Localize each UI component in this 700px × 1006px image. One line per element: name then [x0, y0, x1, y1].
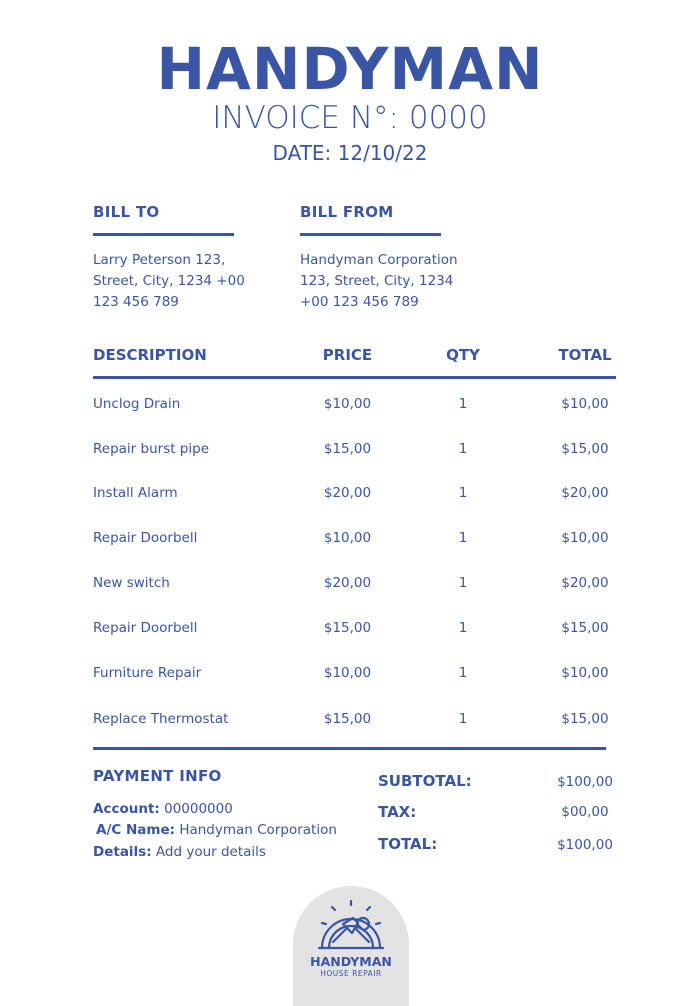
row-qty: 1 — [458, 441, 468, 457]
bill-from-title: BILL FROM — [300, 203, 394, 221]
logo-subtitle: HOUSE REPAIR — [320, 969, 382, 978]
invoice-number: INVOICE N°: 0000 — [212, 100, 488, 136]
bill-from-line: 123, Street, City, 1234 — [300, 273, 454, 289]
subtotal-value: $100,00 — [557, 774, 613, 790]
payment-account-value: 00000000 — [159, 801, 233, 817]
payment-account — [93, 799, 233, 820]
row-description: Repair Doorbell — [93, 620, 198, 636]
bill-to-line: Larry Peterson 123, — [93, 252, 226, 268]
row-total: $20,00 — [561, 575, 609, 591]
payment-details-label: Details: — [93, 844, 152, 860]
col-header-total: TOTAL — [558, 346, 612, 364]
row-description: Furniture Repair — [93, 665, 202, 681]
bill-to-address — [93, 250, 245, 313]
row-qty: 1 — [458, 530, 468, 546]
bill-from-divider — [300, 233, 441, 236]
row-description: Repair burst pipe — [93, 441, 210, 457]
table-row — [0, 618, 700, 638]
row-total: $20,00 — [561, 485, 609, 501]
row-total: $15,00 — [561, 441, 609, 457]
payment-info-title: PAYMENT INFO — [93, 767, 222, 785]
row-price: $15,00 — [323, 441, 372, 457]
bill-to-title: BILL TO — [93, 203, 160, 221]
col-header-description: DESCRIPTION — [93, 346, 207, 364]
row-price: $20,00 — [323, 575, 372, 591]
row-description: New switch — [93, 575, 170, 591]
row-price: $15,00 — [323, 620, 372, 636]
bill-from-address — [300, 250, 458, 313]
table-row — [0, 483, 700, 503]
row-qty: 1 — [458, 485, 468, 501]
col-header-qty: QTY — [446, 346, 480, 364]
total-value: $100,00 — [557, 837, 613, 853]
total-label: TOTAL: — [378, 835, 438, 853]
logo-title: HANDYMAN — [310, 954, 392, 969]
row-price: $10,00 — [323, 530, 372, 546]
bill-from-line: Handyman Corporation — [300, 252, 458, 268]
table-header-divider — [93, 376, 616, 379]
row-description: Repair Doorbell — [93, 530, 198, 546]
tax-label: TAX: — [378, 803, 417, 821]
row-qty: 1 — [458, 396, 468, 412]
payment-details-value: Add your details — [151, 844, 266, 860]
row-total: $15,00 — [561, 620, 609, 636]
payment-details — [93, 842, 266, 863]
row-total: $10,00 — [561, 665, 609, 681]
row-price: $10,00 — [323, 665, 372, 681]
invoice-date: DATE: 12/10/22 — [272, 141, 428, 165]
tax-value: $00,00 — [561, 804, 609, 820]
payment-ac-name — [96, 820, 337, 841]
payment-account-label: Account: — [93, 801, 160, 817]
payment-ac-name-label: A/C Name: — [96, 822, 176, 838]
row-qty: 1 — [458, 575, 468, 591]
row-price: $20,00 — [323, 485, 372, 501]
table-row — [0, 528, 700, 548]
col-header-price: PRICE — [322, 346, 373, 364]
gear-wrench-hammer-icon — [313, 898, 389, 954]
row-total: $10,00 — [561, 530, 609, 546]
table-row — [0, 709, 700, 729]
bill-to-divider — [93, 233, 234, 236]
table-row — [0, 439, 700, 459]
bill-to-line: Street, City, 1234 +00 — [93, 273, 245, 289]
table-row — [0, 663, 700, 683]
payment-ac-name-value: Handyman Corporation — [175, 822, 337, 838]
row-description: Replace Thermostat — [93, 711, 229, 727]
table-footer-divider — [93, 747, 606, 750]
bill-to-line: 123 456 789 — [93, 294, 179, 310]
table-row — [0, 573, 700, 593]
row-total: $15,00 — [561, 711, 609, 727]
row-price: $15,00 — [323, 711, 372, 727]
row-description: Install Alarm — [93, 485, 178, 501]
subtotal-label: SUBTOTAL: — [378, 772, 472, 790]
row-qty: 1 — [458, 620, 468, 636]
row-total: $10,00 — [561, 396, 609, 412]
row-description: Unclog Drain — [93, 396, 181, 412]
row-price: $10,00 — [323, 396, 372, 412]
brand-title: HANDYMAN — [156, 35, 544, 103]
table-row — [0, 394, 700, 414]
row-qty: 1 — [458, 711, 468, 727]
bill-from-line: +00 123 456 789 — [300, 294, 419, 310]
row-qty: 1 — [458, 665, 468, 681]
